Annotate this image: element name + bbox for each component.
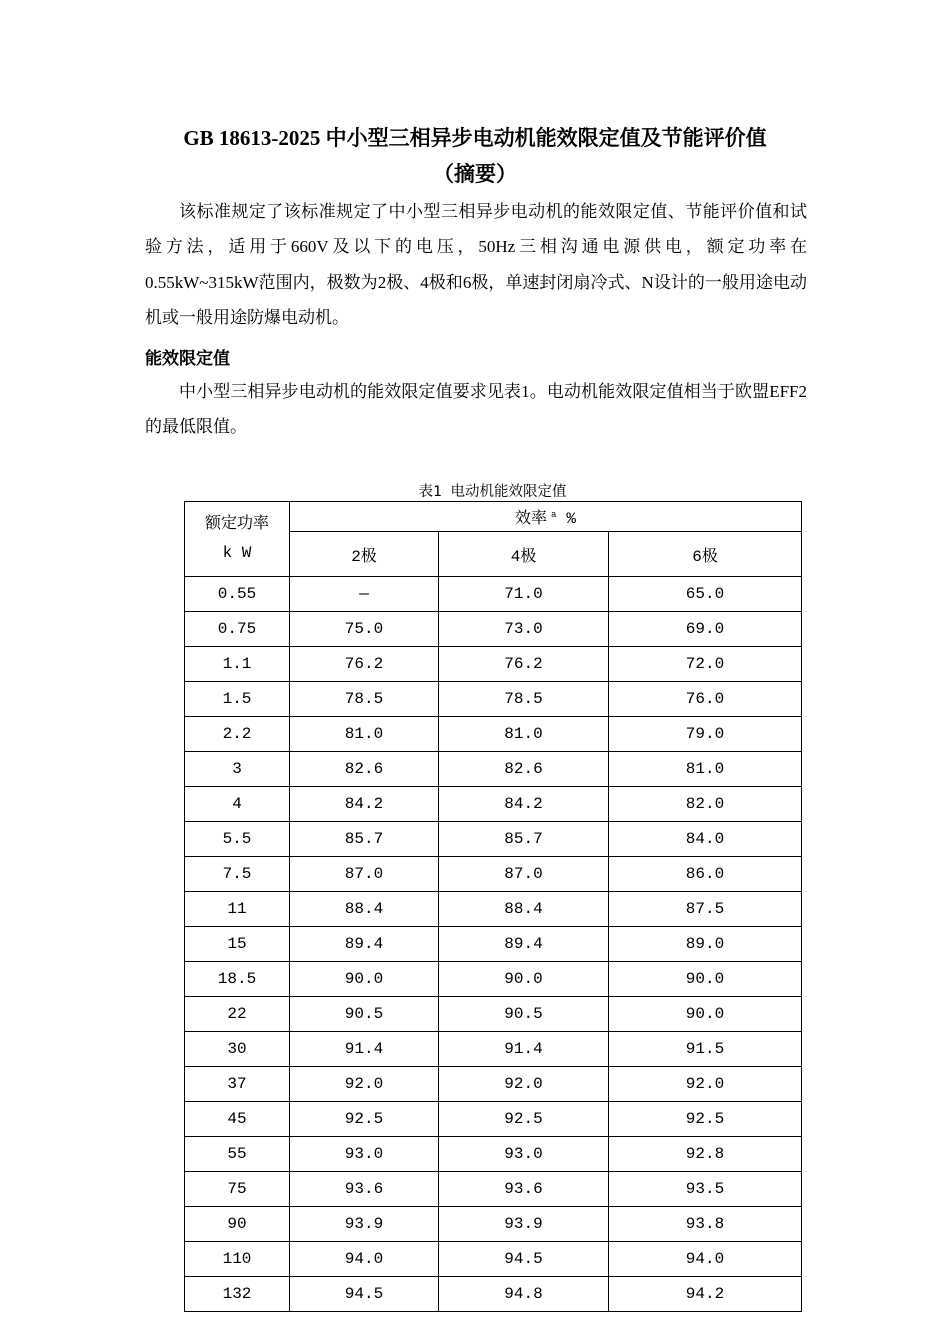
rated-power-cell: 0.55 bbox=[185, 577, 290, 612]
pole-6-efficiency-cell: 89.0 bbox=[609, 927, 802, 962]
pole-2-efficiency-cell: 89.4 bbox=[290, 927, 439, 962]
pole-2-efficiency-cell: 75.0 bbox=[290, 612, 439, 647]
pole-2-efficiency-cell: 93.9 bbox=[290, 1207, 439, 1242]
rated-power-unit: k W bbox=[222, 544, 252, 562]
pole-4-efficiency-cell: 93.6 bbox=[439, 1172, 609, 1207]
table-row bbox=[185, 787, 802, 822]
table-caption: 表1 电动机能效限定值 bbox=[418, 484, 567, 500]
pole-4-efficiency-cell: 93.0 bbox=[439, 1137, 609, 1172]
pole-4-efficiency-cell: 89.4 bbox=[439, 927, 609, 962]
pole-4-efficiency-cell: 94.5 bbox=[439, 1242, 609, 1277]
rated-power-cell: 4 bbox=[185, 787, 290, 822]
pole-6-efficiency-cell: 72.0 bbox=[609, 647, 802, 682]
pole-6-efficiency-cell: 92.0 bbox=[609, 1067, 802, 1102]
pole-4-efficiency-cell: 88.4 bbox=[439, 892, 609, 927]
table-row bbox=[185, 1032, 802, 1067]
table-row bbox=[185, 1207, 802, 1242]
pole-4-efficiency-cell: 94.8 bbox=[439, 1277, 609, 1312]
pole-2-efficiency-cell: 87.0 bbox=[290, 857, 439, 892]
pole-4-efficiency-cell: 81.0 bbox=[439, 717, 609, 752]
pole-4-efficiency-cell: 85.7 bbox=[439, 822, 609, 857]
efficiency-footnote-mark: a bbox=[551, 509, 557, 520]
pole-4-efficiency-cell: 93.9 bbox=[439, 1207, 609, 1242]
rated-power-cell: 18.5 bbox=[185, 962, 290, 997]
pole-2-efficiency-cell: 93.0 bbox=[290, 1137, 439, 1172]
table-row bbox=[185, 612, 802, 647]
pole-4-efficiency-cell: 71.0 bbox=[439, 577, 609, 612]
document-title: GB 18613-2025 中小型三相异步电动机能效限定值及节能评价值 bbox=[183, 126, 767, 150]
table-row bbox=[185, 682, 802, 717]
pole-4-header: 4极 bbox=[439, 532, 609, 577]
pole-4-efficiency-cell: 73.0 bbox=[439, 612, 609, 647]
pole-6-efficiency-cell: 90.0 bbox=[609, 997, 802, 1032]
pole-2-efficiency-cell: 94.5 bbox=[290, 1277, 439, 1312]
pole-6-efficiency-cell: 93.5 bbox=[609, 1172, 802, 1207]
pole-4-efficiency-cell: 91.4 bbox=[439, 1032, 609, 1067]
pole-2-efficiency-cell: 90.5 bbox=[290, 997, 439, 1032]
pole-4-efficiency-cell: 76.2 bbox=[439, 647, 609, 682]
pole-6-efficiency-cell: 79.0 bbox=[609, 717, 802, 752]
rated-power-label: 额定功率 bbox=[204, 515, 269, 533]
efficiency-header bbox=[290, 502, 802, 532]
intro-paragraph: 该标准规定了该标准规定了中小型三相异步电动机的能效限定值、节能评价值和试验方法，适用于660V及以下的电压，50Hz三相沟通电源供电，额定功率在0.55kW~315kW范围内，极数为2极、4极和6极，单速封闭扇冷式、N设计的一般用途电动机或一般用途防爆电动机。 bbox=[145, 202, 807, 327]
pole-2-efficiency-cell: 94.0 bbox=[290, 1242, 439, 1277]
rated-power-cell: 15 bbox=[185, 927, 290, 962]
pole-2-efficiency-cell: 76.2 bbox=[290, 647, 439, 682]
pole-6-efficiency-cell: 93.8 bbox=[609, 1207, 802, 1242]
table-row bbox=[185, 1137, 802, 1172]
table-row bbox=[185, 927, 802, 962]
rated-power-cell: 110 bbox=[185, 1242, 290, 1277]
pole-6-efficiency-cell: 84.0 bbox=[609, 822, 802, 857]
pole-6-efficiency-cell: 69.0 bbox=[609, 612, 802, 647]
efficiency-label: 效率 bbox=[514, 510, 547, 528]
table-row bbox=[185, 647, 802, 682]
table-row bbox=[185, 1102, 802, 1137]
rated-power-cell: 1.1 bbox=[185, 647, 290, 682]
pole-2-efficiency-cell: — bbox=[290, 577, 439, 612]
table-row bbox=[185, 892, 802, 927]
pole-4-efficiency-cell: 84.2 bbox=[439, 787, 609, 822]
table-row bbox=[185, 1172, 802, 1207]
pole-2-efficiency-cell: 78.5 bbox=[290, 682, 439, 717]
limit-paragraph: 中小型三相异步电动机的能效限定值要求见表1。电动机能效限定值相当于欧盟EFF2的最低限值。 bbox=[145, 382, 807, 437]
rated-power-cell: 22 bbox=[185, 997, 290, 1032]
rated-power-cell: 2.2 bbox=[185, 717, 290, 752]
pole-2-efficiency-cell: 92.5 bbox=[290, 1102, 439, 1137]
pole-6-efficiency-cell: 86.0 bbox=[609, 857, 802, 892]
pole-6-efficiency-cell: 87.5 bbox=[609, 892, 802, 927]
pole-4-efficiency-cell: 92.5 bbox=[439, 1102, 609, 1137]
rated-power-cell: 11 bbox=[185, 892, 290, 927]
rated-power-header bbox=[185, 502, 290, 577]
rated-power-cell: 55 bbox=[185, 1137, 290, 1172]
rated-power-cell: 75 bbox=[185, 1172, 290, 1207]
document-subtitle: （摘要） bbox=[433, 162, 517, 186]
pole-2-efficiency-cell: 84.2 bbox=[290, 787, 439, 822]
pole-4-efficiency-cell: 82.6 bbox=[439, 752, 609, 787]
pole-6-efficiency-cell: 76.0 bbox=[609, 682, 802, 717]
efficiency-unit: % bbox=[566, 510, 577, 528]
pole-6-efficiency-cell: 92.8 bbox=[609, 1137, 802, 1172]
table-row bbox=[185, 962, 802, 997]
pole-4-efficiency-cell: 92.0 bbox=[439, 1067, 609, 1102]
table-row bbox=[185, 1242, 802, 1277]
rated-power-cell: 132 bbox=[185, 1277, 290, 1312]
table-row bbox=[185, 577, 802, 612]
pole-2-efficiency-cell: 85.7 bbox=[290, 822, 439, 857]
pole-2-efficiency-cell: 91.4 bbox=[290, 1032, 439, 1067]
rated-power-cell: 90 bbox=[185, 1207, 290, 1242]
rated-power-cell: 1.5 bbox=[185, 682, 290, 717]
pole-2-efficiency-cell: 82.6 bbox=[290, 752, 439, 787]
rated-power-cell: 30 bbox=[185, 1032, 290, 1067]
pole-2-efficiency-cell: 90.0 bbox=[290, 962, 439, 997]
rated-power-cell: 3 bbox=[185, 752, 290, 787]
pole-2-efficiency-cell: 92.0 bbox=[290, 1067, 439, 1102]
pole-2-efficiency-cell: 93.6 bbox=[290, 1172, 439, 1207]
pole-6-header: 6极 bbox=[609, 532, 802, 577]
pole-6-efficiency-cell: 82.0 bbox=[609, 787, 802, 822]
table-row bbox=[185, 1067, 802, 1102]
pole-2-efficiency-cell: 88.4 bbox=[290, 892, 439, 927]
pole-4-efficiency-cell: 90.5 bbox=[439, 997, 609, 1032]
efficiency-table bbox=[184, 501, 802, 1312]
pole-6-efficiency-cell: 92.5 bbox=[609, 1102, 802, 1137]
rated-power-cell: 5.5 bbox=[185, 822, 290, 857]
pole-6-efficiency-cell: 90.0 bbox=[609, 962, 802, 997]
table-row bbox=[185, 717, 802, 752]
pole-2-header: 2极 bbox=[290, 532, 439, 577]
table-body bbox=[185, 577, 802, 1312]
pole-6-efficiency-cell: 91.5 bbox=[609, 1032, 802, 1067]
pole-6-efficiency-cell: 94.0 bbox=[609, 1242, 802, 1277]
rated-power-cell: 7.5 bbox=[185, 857, 290, 892]
table-row bbox=[185, 997, 802, 1032]
pole-4-efficiency-cell: 90.0 bbox=[439, 962, 609, 997]
table-row bbox=[185, 752, 802, 787]
pole-6-efficiency-cell: 65.0 bbox=[609, 577, 802, 612]
table-header-row bbox=[185, 502, 802, 532]
section-heading: 能效限定值 bbox=[145, 349, 230, 368]
table-row bbox=[185, 822, 802, 857]
table-row bbox=[185, 1277, 802, 1312]
pole-6-efficiency-cell: 94.2 bbox=[609, 1277, 802, 1312]
rated-power-cell: 0.75 bbox=[185, 612, 290, 647]
pole-6-efficiency-cell: 81.0 bbox=[609, 752, 802, 787]
table-row bbox=[185, 857, 802, 892]
rated-power-cell: 37 bbox=[185, 1067, 290, 1102]
pole-2-efficiency-cell: 81.0 bbox=[290, 717, 439, 752]
pole-4-efficiency-cell: 78.5 bbox=[439, 682, 609, 717]
rated-power-cell: 45 bbox=[185, 1102, 290, 1137]
pole-4-efficiency-cell: 87.0 bbox=[439, 857, 609, 892]
